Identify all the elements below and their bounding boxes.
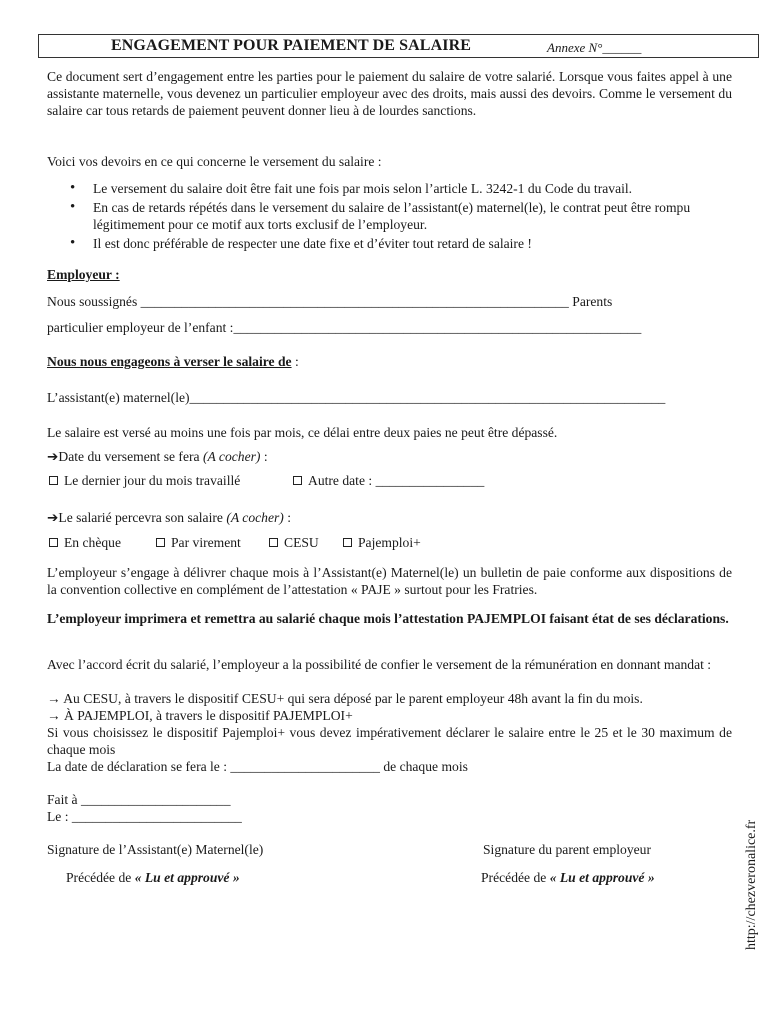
mandat-cesu: → Au CESU, à travers le dispositif CESU+ qui sera déposé par le parent employeur 48h avant la fin du mois. (47, 691, 643, 706)
arrow-icon: ➔ (47, 449, 59, 464)
engagement-heading (47, 353, 299, 370)
checkbox-virement[interactable] (156, 538, 165, 547)
lu-et-approuve-text: « Lu et approuvé » (549, 870, 655, 885)
bulletin-paragraph: L’employeur s’engage à délivrer chaque mois à l’Assistant(e) Maternel(le) un bulletin de paie conforme aux dispositions de la convention collective en complément de l’attestation « PAJE » surtout pour les Fratries. (47, 565, 732, 597)
mandat-paragraph: Avec l’accord écrit du salarié, l’employeur a la possibilité de confier le versement de la rémunération en donnant mandat : (47, 657, 712, 672)
duty-item: • Il est donc préférable de respecter une date fixe et d’éviter tout retard de salaire ! (70, 235, 720, 252)
payment-method-hint: (A cocher) (226, 510, 284, 525)
duty-item: • Le versement du salaire doit être fait une fois par mois selon l’article L. 3242-1 du Code du travail. (70, 180, 720, 197)
signature-assistant-mention (66, 869, 240, 886)
enfant-field: particulier employeur de l’enfant :____________________________________________________________ (47, 320, 642, 335)
checkbox-other-date[interactable] (293, 476, 302, 485)
declaration-date-field: La date de déclaration se fera le : ______________________ de chaque mois (47, 759, 468, 774)
signature-parent-label: Signature du parent employeur (483, 842, 651, 857)
lu-et-approuve-text: « Lu et approuvé » (134, 870, 240, 885)
payment-frequency-text: Le salaire est versé au moins une fois par mois, ce délai entre deux paies ne peut être dépassé. (47, 425, 558, 440)
duties-list (70, 180, 720, 254)
option-virement-label: Par virement (171, 535, 241, 550)
payment-date-colon: : (260, 449, 268, 464)
option-cesu[interactable] (269, 534, 319, 551)
checkbox-cesu[interactable] (269, 538, 278, 547)
engagement-heading-text: Nous nous engageons à verser le salaire de (47, 354, 292, 369)
document-title: ENGAGEMENT POUR PAIEMENT DE SALAIRE (111, 37, 471, 54)
payment-date-hint: (A cocher) (202, 449, 261, 464)
checkbox-last-day[interactable] (49, 476, 58, 485)
engagement-heading-colon: : (291, 354, 299, 369)
nous-soussignes-field: Nous soussignés _______________________________________________________________ Parents (47, 294, 613, 309)
attestation-paragraph: L’employeur imprimera et remettra au salarié chaque mois l’attestation PAJEMPLOI faisant état de ses déclarations. (47, 611, 729, 626)
pajemploi-declaration: Si vous choisissez le dispositif Pajemploi+ vous devez impérativement déclarer le salaire entre le 25 et le 30 maximum de chaque mois (47, 725, 732, 757)
payment-date-label: Date du versement se fera (58, 449, 203, 464)
assistant-field: L’assistant(e) maternel(le)______________________________________________________________________ (47, 390, 666, 405)
option-pajemploi[interactable] (343, 534, 421, 551)
arrow-icon: ➔ (47, 510, 59, 525)
signature-parent-mention (481, 869, 655, 886)
signature-assistant-label: Signature de l’Assistant(e) Maternel(le) (47, 842, 264, 857)
annexe-number-field: Annexe N°______ (547, 40, 642, 55)
employeur-heading: Employeur : (47, 267, 120, 282)
option-other-date-label: Autre date : ________________ (308, 473, 485, 488)
payment-method-question (47, 509, 291, 526)
preceded-text: Précédée de (66, 870, 135, 885)
intro-paragraph: Ce document sert d’engagement entre les parties pour le paiement du salaire de votre salarié. Lorsque vous faites appel à une assistante maternelle, vous devenez un particulier employeur avec des droits, mais aussi des devoirs. Comme le versement du salaire car tous retards de paiement peuvent donner lieu à de lourdes sanctions. (47, 69, 732, 118)
option-cesu-label: CESU (284, 535, 319, 550)
option-cheque-label: En chèque (64, 535, 121, 550)
option-last-day-label: Le dernier jour du mois travaillé (64, 473, 241, 488)
website-watermark: http://chezveronalice.fr (744, 819, 759, 950)
payment-date-question (47, 448, 268, 465)
fait-a-field: Fait à ______________________ (47, 792, 231, 807)
checkbox-cheque[interactable] (49, 538, 58, 547)
option-last-day[interactable] (49, 472, 240, 489)
checkbox-pajemploi[interactable] (343, 538, 352, 547)
payment-method-colon: : (283, 510, 292, 525)
option-cheque[interactable] (49, 534, 121, 551)
title-box (38, 34, 759, 58)
duty-item: • En cas de retards répétés dans le versement du salaire de l’assistant(e) maternel(le), le contrat peut être rompu légitimement pour ce motif aux torts exclusif de l’employeur. (70, 199, 720, 233)
date-field: Le : _________________________ (47, 809, 242, 824)
mandat-pajemploi: → À PAJEMPLOI, à travers le dispositif PAJEMPLOI+ (47, 708, 353, 723)
preceded-text: Précédée de (481, 870, 550, 885)
payment-method-label: Le salarié percevra son salaire (58, 510, 227, 525)
duties-intro: Voici vos devoirs en ce qui concerne le versement du salaire : (47, 154, 382, 169)
option-pajemploi-label: Pajemploi+ (358, 535, 421, 550)
option-virement[interactable] (156, 534, 241, 551)
option-other-date[interactable] (293, 472, 484, 489)
